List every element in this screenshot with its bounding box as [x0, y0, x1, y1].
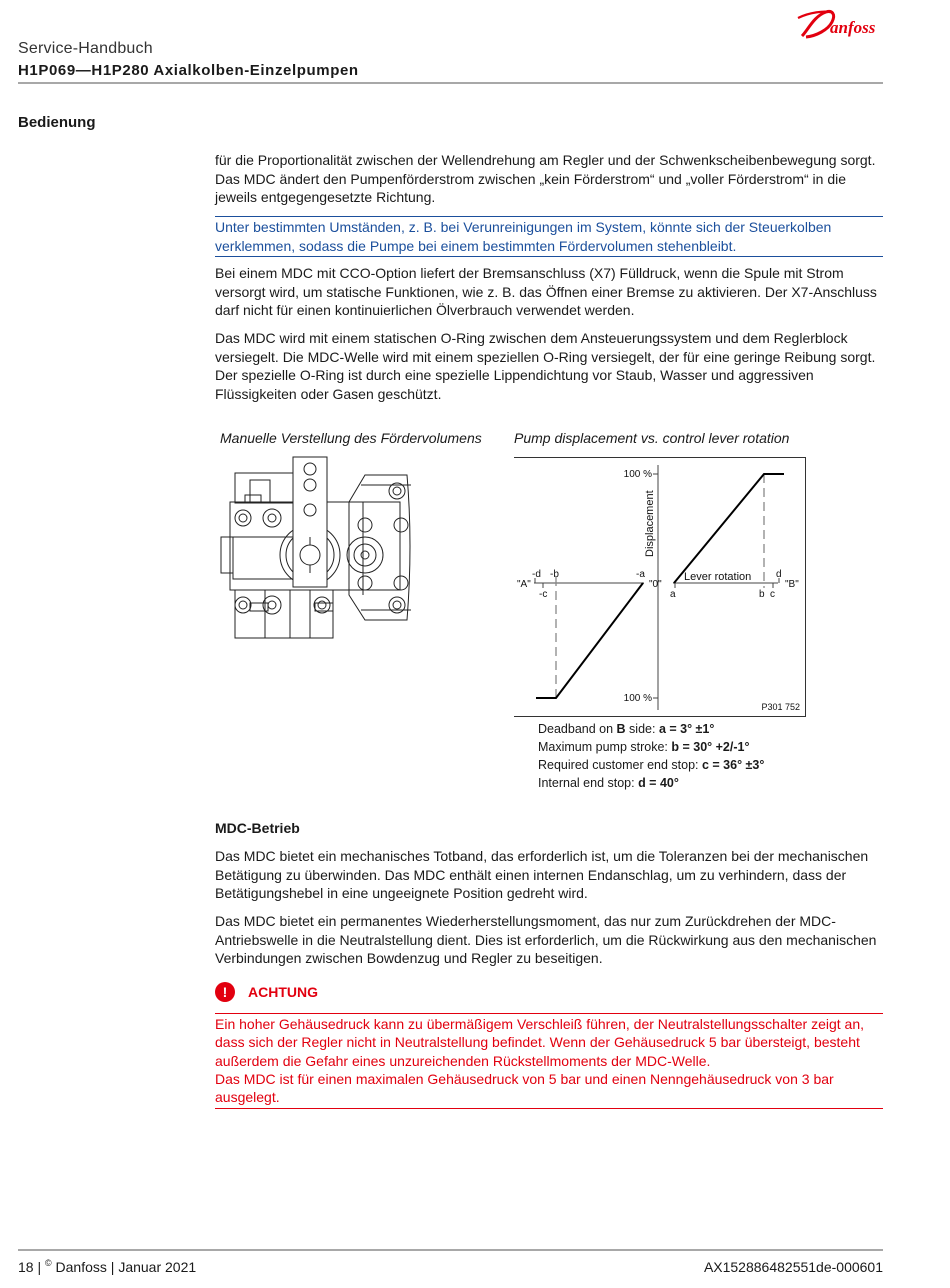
company-name: Danfoss — [51, 1259, 107, 1275]
note-customer-stop: Required customer end stop: c = 36° ±3° — [538, 758, 765, 772]
paragraph-2 — [215, 264, 883, 320]
paragraph-1 — [215, 151, 883, 207]
label-B: "B" — [785, 579, 799, 590]
warning-text-2: Das MDC ist für einen maximalen Gehäusedruck von 5 bar und einen Nenngehäusedruck von 3 bar ausgelegt. — [215, 1070, 834, 1106]
svg-text:anfoss: anfoss — [830, 18, 876, 37]
figure-caption-left: Manuelle Verstellung des Fördervolumens — [220, 430, 482, 446]
label-neg-d: -d — [532, 569, 541, 580]
y-tick-top: 100 % — [623, 469, 652, 480]
note-deadband: Deadband on B side: a = 3° ±1° — [538, 722, 715, 736]
label-neg-b: -b — [550, 569, 559, 580]
paragraph-1-text: für die Proportionalität zwischen der Wellendrehung am Regler und der Schwenkscheibenbewegung sorgt. Das MDC ändert den Pumpenförderstrom zwischen „kein Förderstrom“ und „voller Förderstrom“ in die jeweils entgegengesetzte Richtung. — [215, 152, 876, 206]
label-c: c — [770, 589, 775, 600]
note-internal-stop: Internal end stop: d = 40° — [538, 776, 679, 790]
chart-notes — [538, 720, 764, 792]
publish-date: Januar 2021 — [118, 1259, 197, 1275]
label-neg-c: -c — [539, 589, 548, 600]
paragraph-2-text: Bei einem MDC mit CCO-Option liefert der Bremsanschluss (X7) Fülldruck, wenn die Spule mit Strom versorgt wird, um statische Funktionen, wie z. B. das Öffnen einer Bremse zu aktivieren. Der X7-Anschluss darf nicht für einen kontinuierlichen Ölverbrauch verwendet werden. — [215, 265, 877, 319]
displacement-chart — [514, 457, 806, 715]
paragraph-3 — [215, 329, 883, 403]
warning-header — [215, 982, 318, 1002]
paragraph-3-text: Das MDC wird mit einem statischen O-Ring zwischen dem Ansteuerungssystem und dem Reglerblock versiegelt. Die MDC-Welle wird mit einem speziellen O-Ring versiegelt, der für eine geringe Reibung sorgt. Der spezielle O-Ring ist durch eine spezielle Lippendichtung vor Staub, Wasser und aggressiven Flüssigkeiten oder Gasen geschützt. — [215, 330, 876, 402]
label-zero: "0" — [649, 579, 662, 590]
mdc-paragraph-2: Das MDC bietet ein permanentes Wiederherstellungsmoment, das nur zum Zurückdrehen der MDC-Antriebswelle in die Neutralstellung dient. Dies ist erforderlich, um die Rückwirkung aus den mechanischen Verbindungen zwischen Bowdenzug und Regler zu beseitigen. — [215, 913, 877, 967]
y-axis-label: Displacement — [644, 490, 656, 557]
warning-icon: ! — [215, 982, 235, 1002]
label-neg-a: -a — [636, 569, 645, 580]
label-a: a — [670, 589, 676, 600]
footer-divider — [18, 1249, 883, 1251]
label-d: d — [776, 569, 782, 580]
label-A: "A" — [517, 579, 531, 590]
note-max-stroke: Maximum pump stroke: b = 30° +2/-1° — [538, 740, 750, 754]
danfoss-logo — [796, 6, 884, 42]
section-title: Bedienung — [18, 114, 96, 131]
document-id: AX152886482551de-000601 — [703, 1259, 883, 1275]
figure-caption-right: Pump displacement vs. control lever rotation — [514, 430, 790, 446]
figure-code: P301 752 — [761, 702, 800, 712]
header-title: H1P069—H1P280 Axialkolben-Einzelpumpen — [18, 62, 359, 79]
mdc-heading: MDC-Betrieb — [215, 820, 300, 836]
mdc-drawing — [215, 455, 415, 645]
warning-label: ACHTUNG — [248, 984, 318, 1000]
y-tick-bottom: 100 % — [623, 693, 652, 704]
label-b: b — [759, 589, 765, 600]
footer-left: 18 | © Danfoss | Januar 2021 — [18, 1258, 197, 1275]
mdc-paragraph-1: Das MDC bietet ein mechanisches Totband, das erforderlich ist, um die Toleranzen bei der mechanischen Betätigung zu überwinden. Das MDC enthält einen internen Endanschlag, um zu verhindern, dass der Betätigungshebel in eine ungeeignete Position gedreht wird. — [215, 848, 869, 902]
header-divider — [18, 82, 883, 84]
x-axis-label: Lever rotation — [684, 571, 752, 583]
header-subtitle: Service-Handbuch — [18, 40, 153, 57]
info-note-text: Unter bestimmten Umständen, z. B. bei Verunreinigungen im System, könnte sich der Steuerkolben verklemmen, sodass die Pumpe bei einem bestimmten Fördervolumen stehenbleibt. — [215, 219, 832, 254]
copyright-symbol: © — [45, 1258, 52, 1268]
info-note — [215, 216, 883, 257]
warning-text-1: Ein hoher Gehäusedruck kann zu übermäßigem Verschleiß führen, der Neutralstellungsschalter zeigt an, dass sich der Regler nicht in Neutralstellung befindet. Wenn der Gehäusedruck 5 bar übersteigt, besteht außerdem die Gefahr eines unzureichenden Rückstellmoments der MDC-Welle. — [215, 1016, 865, 1069]
warning-box — [215, 1013, 883, 1109]
page-number: 18 — [18, 1259, 34, 1275]
